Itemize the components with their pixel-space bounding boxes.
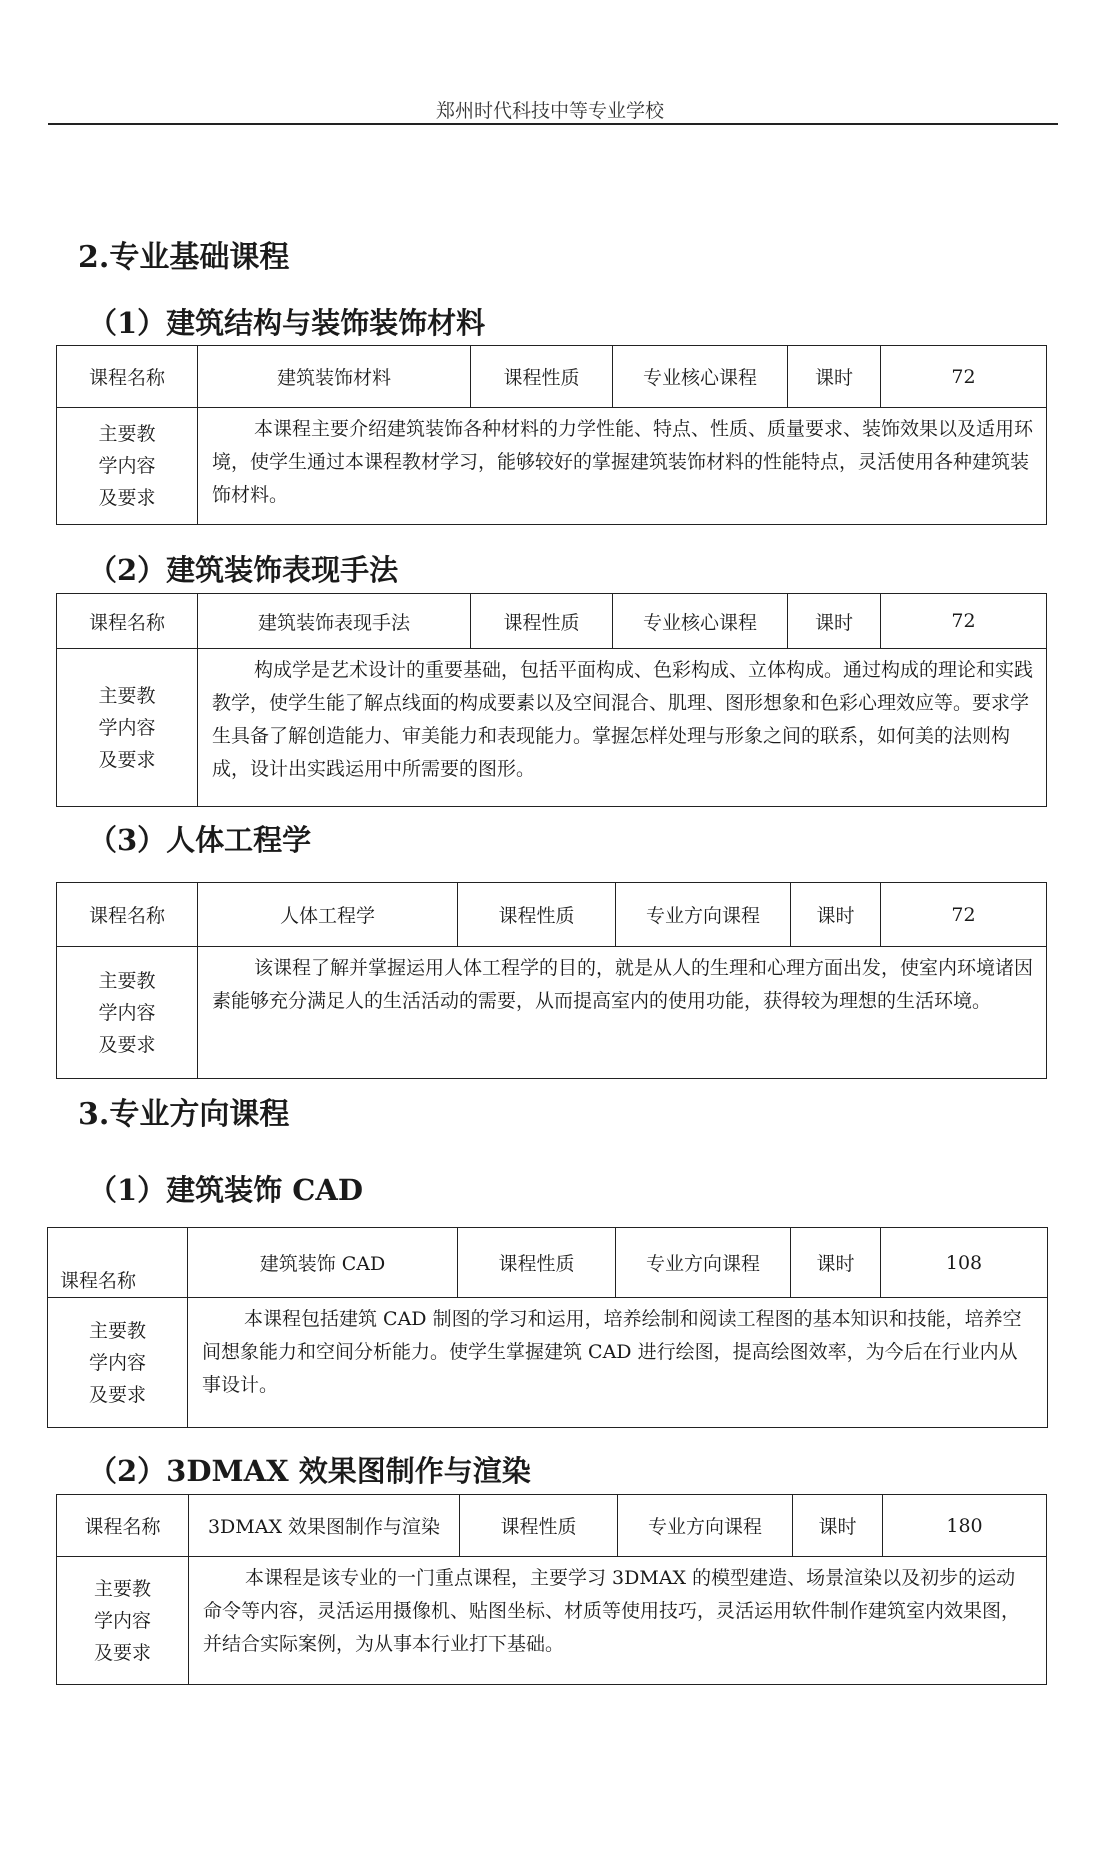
course-nature-label: 课程性质 (460, 1495, 618, 1557)
course-description: 该课程了解并掌握运用人体工程学的目的，就是从人的生理和心理方面出发，使室内环境诸因素能够充分满足人的生活活动的需要，从而提高室内的使用功能，获得较为理想的生活环境。 (198, 947, 1047, 1079)
course-name-label: 课程名称 (57, 346, 198, 408)
course-nature-label: 课程性质 (458, 883, 616, 947)
course-nature-value: 专业方向课程 (618, 1495, 793, 1557)
hours-value: 72 (881, 594, 1047, 649)
course-nature-label: 课程性质 (458, 1228, 616, 1298)
course-nature-value: 专业核心课程 (613, 346, 788, 408)
content-label: 主要教 学内容 及要求 (57, 408, 198, 525)
course-description: 构成学是艺术设计的重要基础，包括平面构成、色彩构成、立体构成。通过构成的理论和实践教学，使学生能了解点线面的构成要素以及空间混合、肌理、图形想象和色彩心理效应等。要求学生具备了解创造能力、审美能力和表现能力。掌握怎样处理与形象之间的联系，如何美的法则构成，设计出实践运用中所需要的图形。 (198, 649, 1047, 807)
course-description: 本课程是该专业的一门重点课程，主要学习 3DMAX 的模型建造、场景渲染以及初步的运动命令等内容，灵活运用摄像机、贴图坐标、材质等使用技巧，灵活运用软件制作建筑室内效果图，并结合实际案例，为从事本行业打下基础。 (189, 1557, 1047, 1685)
course-title: （2）建筑装饰表现手法 (88, 553, 399, 587)
course-nature-label: 课程性质 (471, 346, 613, 408)
course-table (47, 1227, 1048, 1428)
course-name-label: 课程名称 (57, 883, 198, 947)
header-rule (48, 123, 1058, 125)
hours-label: 课时 (788, 346, 881, 408)
hours-value: 72 (881, 883, 1047, 947)
hours-label: 课时 (791, 1228, 881, 1298)
hours-value: 108 (881, 1228, 1048, 1298)
section-heading: 2.专业基础课程 (78, 240, 290, 275)
course-title: （1）建筑结构与装饰装饰材料 (88, 306, 486, 340)
course-name-value: 人体工程学 (198, 883, 458, 947)
course-name-value: 建筑装饰表现手法 (198, 594, 471, 649)
course-table (56, 593, 1047, 807)
section-heading: 3.专业方向课程 (78, 1097, 290, 1132)
course-name-label: 课程名称 (57, 594, 198, 649)
course-title: （2）3DMAX 效果图制作与渲染 (88, 1454, 531, 1488)
course-name-value: 建筑装饰材料 (198, 346, 471, 408)
course-nature-value: 专业方向课程 (616, 1228, 791, 1298)
content-label: 主要教 学内容 及要求 (57, 947, 198, 1079)
content-label: 主要教 学内容 及要求 (57, 649, 198, 807)
hours-label: 课时 (793, 1495, 883, 1557)
content-label: 主要教 学内容 及要求 (57, 1557, 189, 1685)
course-description: 本课程包括建筑 CAD 制图的学习和运用，培养绘制和阅读工程图的基本知识和技能，培养空间想象能力和空间分析能力。使学生掌握建筑 CAD 进行绘图，提高绘图效率，为今后在行业内从事设计。 (188, 1298, 1048, 1428)
page-header-title: 郑州时代科技中等专业学校 (435, 100, 664, 122)
hours-value: 72 (881, 346, 1047, 408)
course-title: （3）人体工程学 (88, 823, 312, 857)
hours-value: 180 (883, 1495, 1047, 1557)
course-name-label: 课程名称 (57, 1495, 189, 1557)
course-name-value: 建筑装饰 CAD (188, 1228, 458, 1298)
course-name-value: 3DMAX 效果图制作与渲染 (189, 1495, 460, 1557)
course-table (56, 1494, 1047, 1685)
course-nature-label: 课程性质 (471, 594, 613, 649)
hours-label: 课时 (788, 594, 881, 649)
course-name-label: 课程名称 (48, 1228, 188, 1298)
course-table (56, 882, 1047, 1079)
course-table (56, 345, 1047, 525)
content-label: 主要教 学内容 及要求 (48, 1298, 188, 1428)
hours-label: 课时 (791, 883, 881, 947)
course-nature-value: 专业核心课程 (613, 594, 788, 649)
course-nature-value: 专业方向课程 (616, 883, 791, 947)
course-title: （1）建筑装饰 CAD (88, 1173, 364, 1207)
course-description: 本课程主要介绍建筑装饰各种材料的力学性能、特点、性质、质量要求、装饰效果以及适用环境，使学生通过本课程教材学习，能够较好的掌握建筑装饰材料的性能特点，灵活使用各种建筑装饰材料。 (198, 408, 1047, 525)
